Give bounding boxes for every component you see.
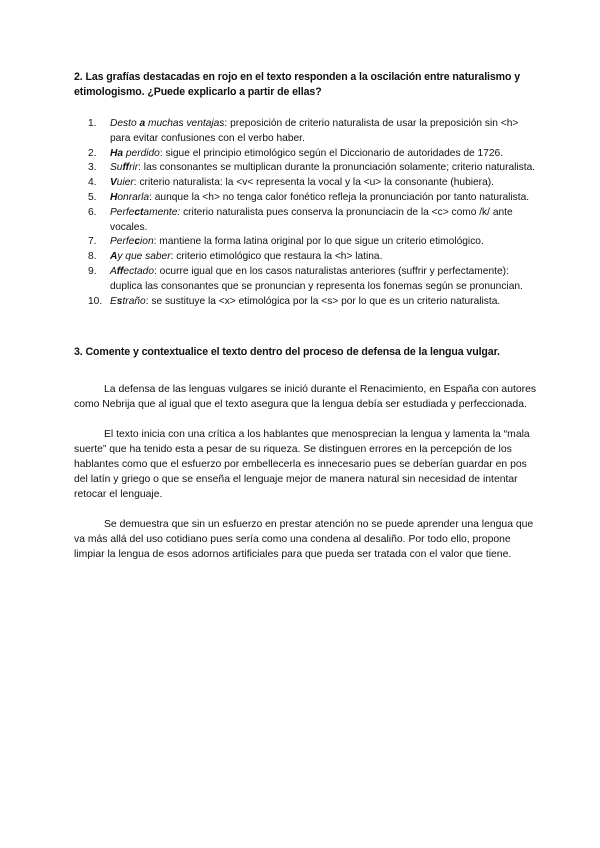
item-word: Perfecion	[110, 236, 154, 248]
question-2-heading: 2. Las grafías destacadas en rojo en el texto responden a la oscilación entre naturalismo y etimologismo. ¿Puede explicarlo a partir de ellas?	[74, 71, 521, 98]
item-text: : ocurre igual que en los casos naturalistas anteriores (suffrir y perfectamente): duplica las consonantes que se pronuncian y representa los fonemas según se pronuncian.	[110, 265, 523, 292]
list-item	[74, 176, 538, 191]
item-text: : aunque la <h> no tenga calor fonético refleja la pronunciación por tanto naturalista.	[149, 191, 530, 203]
item-word: Perfectamente:	[110, 206, 181, 218]
item-number: 10.	[88, 295, 103, 307]
list-item	[74, 295, 538, 310]
paragraph: El texto inicia con una crítica a los hablantes que menosprecian la lengua y lamenta la “mala suerte” que ha tenido esta a pesar de su riqueza. Se distinguen errores en la percepción de los hablantes como que el esfuerzo por embellecerla es innecesario pues se deberían guardar en pos del latín y griego o que se enseña el lenguaje mejor de manera natural sin necesidad de intentar retocar el lenguaje.	[74, 429, 530, 501]
item-text: : se sustituye la <x> etimológica por la <s> por lo que es un criterio naturalista.	[145, 295, 501, 307]
item-text: : sigue el principio etimológico según el Diccionario de autoridades de 1726.	[159, 147, 504, 159]
item-number: 9.	[88, 265, 97, 277]
item-word: Ay que saber	[110, 251, 171, 263]
item-number: 5.	[88, 191, 97, 203]
list-item	[74, 147, 538, 162]
item-number: 7.	[88, 236, 97, 248]
list-item	[74, 206, 538, 236]
list-item	[74, 161, 538, 176]
list-item	[74, 265, 538, 295]
item-text: : criterio etimológico que restaura la <h> latina.	[170, 251, 383, 263]
item-word: Honrarla	[110, 191, 150, 203]
item-word: Estraño	[110, 295, 146, 307]
list-item	[74, 235, 538, 250]
examples-list	[74, 117, 538, 309]
paragraph: La defensa de las lenguas vulgares se inició durante el Renacimiento, en España con autores como Nebrija que al igual que el texto asegura que la lengua debía ser estudiada y perfeccionada.	[74, 384, 537, 411]
item-text: : mantiene la forma latina original por lo que sigue un criterio etimológico.	[153, 236, 484, 248]
list-item	[74, 117, 538, 147]
item-number: 8.	[88, 251, 97, 263]
item-word: Suffrir	[110, 162, 139, 174]
item-number: 6.	[88, 206, 97, 218]
list-item	[74, 250, 538, 265]
item-number: 3.	[88, 162, 97, 174]
item-word: Affectado	[110, 265, 154, 277]
item-text: : criterio naturalista: la <v< representa la vocal y la <u> la consonante (hubiera).	[133, 177, 494, 189]
question-3-heading: 3. Comente y contextualice el texto dentro del proceso de defensa de la lengua vulgar.	[74, 346, 500, 359]
item-number: 1.	[88, 118, 97, 129]
item-word: Vuier	[110, 177, 134, 189]
item-word: Ha perdido	[110, 147, 160, 159]
list-item	[74, 191, 538, 206]
item-text: : las consonantes se multiplican durante la pronunciación solamente; criterio naturalista.	[138, 162, 536, 174]
item-number: 4.	[88, 177, 97, 189]
item-text: criterio naturalista pues conserva la pronunciacin de la <c> como /k/ ante vocales.	[110, 206, 513, 233]
item-word: Desto a muchas ventajas	[110, 118, 225, 129]
item-text: : preposición de criterio naturalista de usar la preposición sin <h> para evitar confusiones con el verbo haber.	[110, 118, 519, 144]
paragraph: Se demuestra que sin un esfuerzo en prestar atención no se puede aprender una lengua que va más allá del uso cotidiano pues sería como una condena al desaliño. Por todo ello, propone limpiar la lengua de esos adornos artificiales para que pueda ser tratada con el valor que tiene.	[74, 519, 534, 561]
document-page	[74, 70, 538, 562]
item-number: 2.	[88, 147, 97, 159]
